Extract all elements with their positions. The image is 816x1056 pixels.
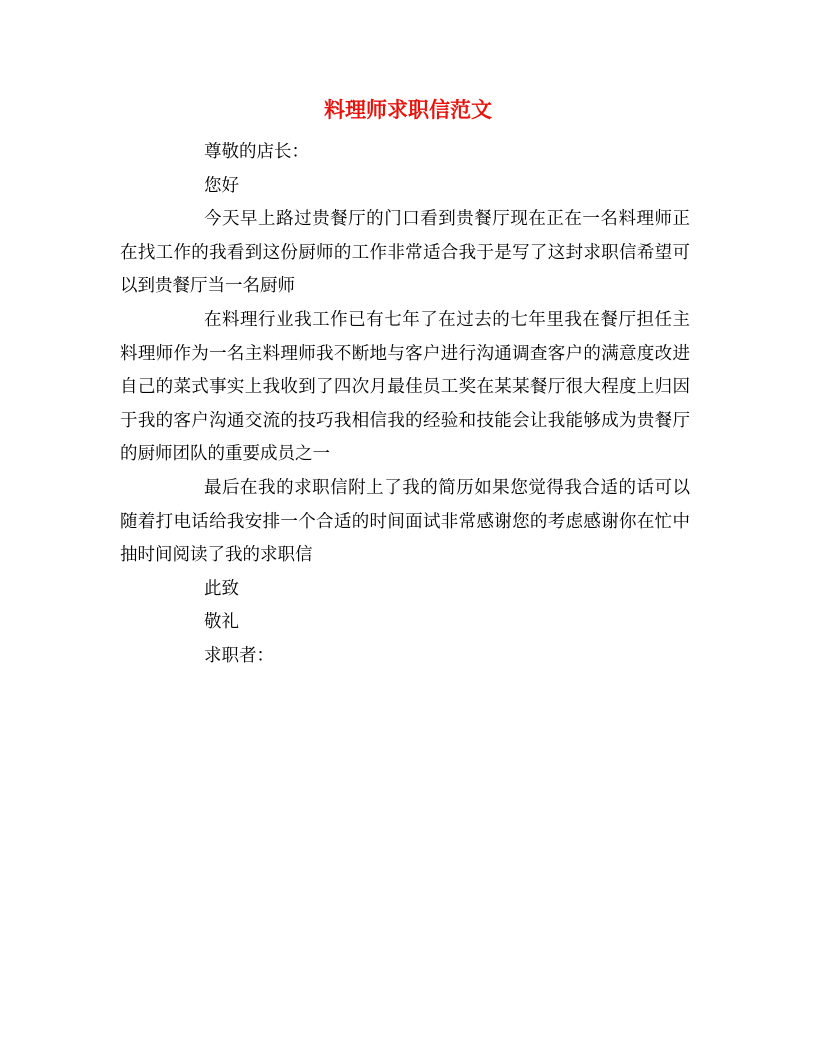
- document-title: 料理师求职信范文: [324, 97, 492, 122]
- greeting: 您好: [204, 175, 239, 196]
- paragraph-3: 最后在我的求职信附上了我的简历如果您觉得我合适的话可以随着打电话给我安排一个合适的时间面试非常感谢您的考虑感谢你在忙中抽时间阅读了我的求职信: [120, 477, 690, 566]
- salutation: 尊敬的店长：: [204, 142, 309, 162]
- closing-line-1: 此致: [204, 578, 239, 599]
- letter-body: [120, 136, 690, 674]
- closing-line-2: 敬礼: [204, 612, 239, 633]
- signature-label: 求职者：: [204, 645, 274, 666]
- paragraph-1: 今天早上路过贵餐厅的门口看到贵餐厅现在正在一名料理师正在找工作的我看到这份厨师的工作非常适合我于是写了这封求职信希望可以到贵餐厅当一名厨师: [120, 209, 690, 297]
- paragraph-2: 在料理行业我工作已有七年了在过去的七年里我在餐厅担任主料理师作为一名主料理师我不断地与客户进行沟通调查客户的满意度改进自己的菜式事实上我收到了四次月最佳员工奖在某某餐厅很大程度上归因于我的客户沟通交流的技巧我相信我的经验和技能会让我能够成为贵餐厅的厨师团队的重要成员之一: [120, 309, 690, 465]
